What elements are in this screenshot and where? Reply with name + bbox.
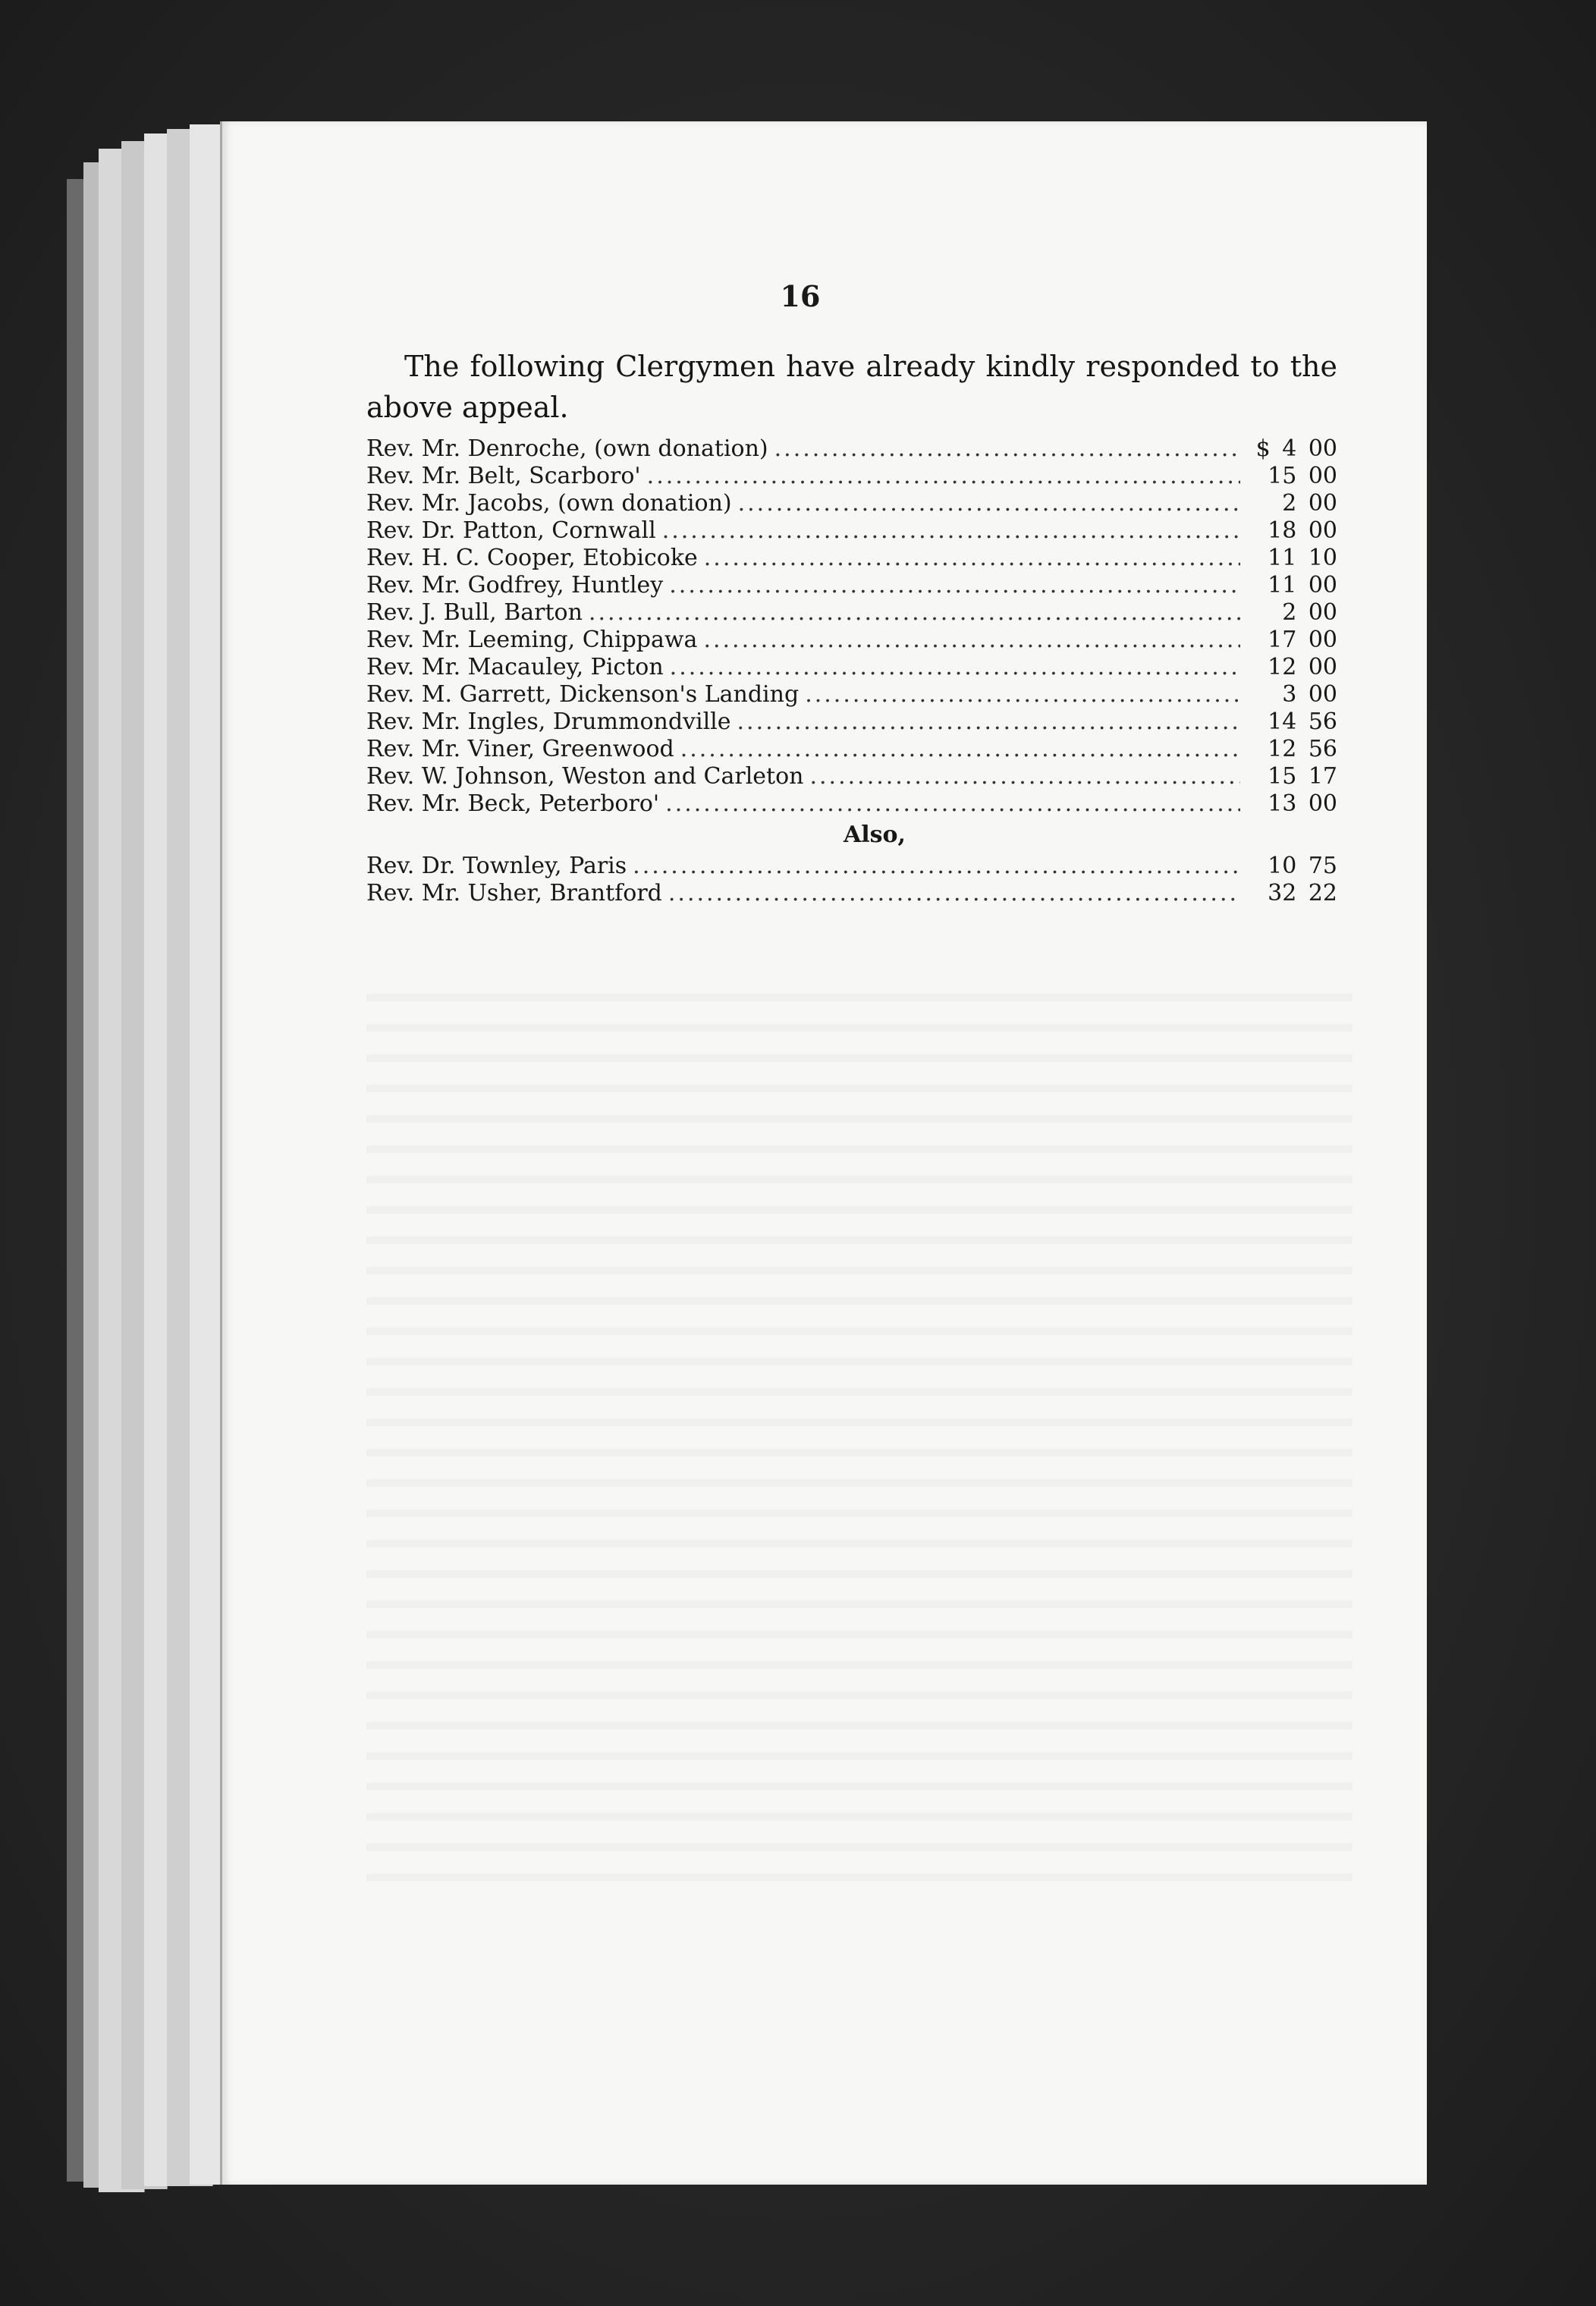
donor-name: Rev. Mr. Denroche, (own donation) — [366, 435, 768, 462]
donation-row — [366, 880, 1337, 907]
donation-amount: 18 00 — [1268, 517, 1337, 544]
donor-name: Rev. Mr. Jacobs, (own donation) — [366, 490, 732, 517]
donation-row — [366, 681, 1337, 708]
donation-list — [366, 435, 1337, 907]
dot-leader — [662, 517, 1240, 545]
donation-row — [366, 708, 1337, 736]
donation-row — [366, 463, 1337, 490]
donation-row — [366, 763, 1337, 790]
donor-name: Rev. Mr. Usher, Brantford — [366, 880, 662, 906]
dot-leader — [665, 790, 1240, 818]
dot-leader — [774, 435, 1240, 463]
donor-name: Rev. H. C. Cooper, Etobicoke — [366, 545, 698, 571]
donation-row — [366, 654, 1337, 681]
dot-leader — [704, 545, 1240, 572]
dot-leader — [670, 654, 1240, 681]
dot-leader — [589, 599, 1240, 627]
donation-row — [366, 599, 1337, 627]
donation-amount: 12 00 — [1268, 654, 1337, 680]
dot-leader — [737, 708, 1240, 736]
donation-amount: $ 4 00 — [1255, 435, 1337, 462]
donor-name: Rev. Mr. Leeming, Chippawa — [366, 627, 698, 653]
dot-leader — [738, 490, 1240, 517]
donation-amount: 13 00 — [1268, 790, 1337, 817]
donor-name: Rev. Mr. Beck, Peterboro' — [366, 790, 660, 817]
donation-amount: 11 00 — [1268, 572, 1337, 598]
donation-amount: 11 10 — [1268, 545, 1337, 571]
dot-leader — [805, 681, 1240, 708]
donation-row — [366, 517, 1337, 545]
dot-leader — [703, 627, 1240, 654]
donation-amount: 12 56 — [1268, 736, 1337, 762]
also-heading: Also, — [843, 822, 906, 848]
donation-row — [366, 545, 1337, 572]
dot-leader — [680, 736, 1240, 763]
donation-amount: 3 00 — [1282, 681, 1337, 708]
intro-paragraph: The following Clergymen have already kindly responded to the above appeal. — [366, 350, 1337, 424]
dot-leader — [669, 572, 1240, 599]
donation-row — [366, 853, 1337, 880]
dot-leader — [668, 880, 1240, 907]
donor-name: Rev. Mr. Viner, Greenwood — [366, 736, 674, 762]
donation-row — [366, 790, 1337, 818]
donor-name: Rev. Mr. Macauley, Picton — [366, 654, 664, 680]
show-through-text — [366, 971, 1353, 1881]
donor-name: Rev. Dr. Patton, Cornwall — [366, 517, 656, 544]
donor-name: Rev. M. Garrett, Dickenson's Landing — [366, 681, 800, 708]
donor-name: Rev. Dr. Townley, Paris — [366, 853, 627, 879]
donation-amount: 10 75 — [1268, 853, 1337, 879]
document-page — [220, 121, 1427, 2185]
donation-amount: 32 22 — [1268, 880, 1337, 906]
donor-name: Rev. J. Bull, Barton — [366, 599, 583, 626]
donation-row — [366, 435, 1337, 463]
donation-amount: 17 00 — [1268, 627, 1337, 653]
donation-row — [366, 490, 1337, 517]
donation-amount: 2 00 — [1282, 490, 1337, 517]
donor-name: Rev. W. Johnson, Weston and Carleton — [366, 763, 804, 790]
donation-amount: 15 00 — [1268, 463, 1337, 489]
dot-leader — [809, 763, 1240, 790]
donor-name: Rev. Mr. Ingles, Drummondville — [366, 708, 731, 735]
donation-row — [366, 736, 1337, 763]
donation-row — [366, 627, 1337, 654]
page-number: 16 — [780, 279, 821, 313]
dot-leader — [633, 853, 1240, 880]
donation-row — [366, 572, 1337, 599]
donor-name: Rev. Mr. Godfrey, Huntley — [366, 572, 664, 598]
donation-amount: 14 56 — [1268, 708, 1337, 735]
donation-amount: 15 17 — [1268, 763, 1337, 790]
donation-amount: 2 00 — [1282, 599, 1337, 626]
dot-leader — [647, 463, 1240, 490]
donor-name: Rev. Mr. Belt, Scarboro' — [366, 463, 641, 489]
